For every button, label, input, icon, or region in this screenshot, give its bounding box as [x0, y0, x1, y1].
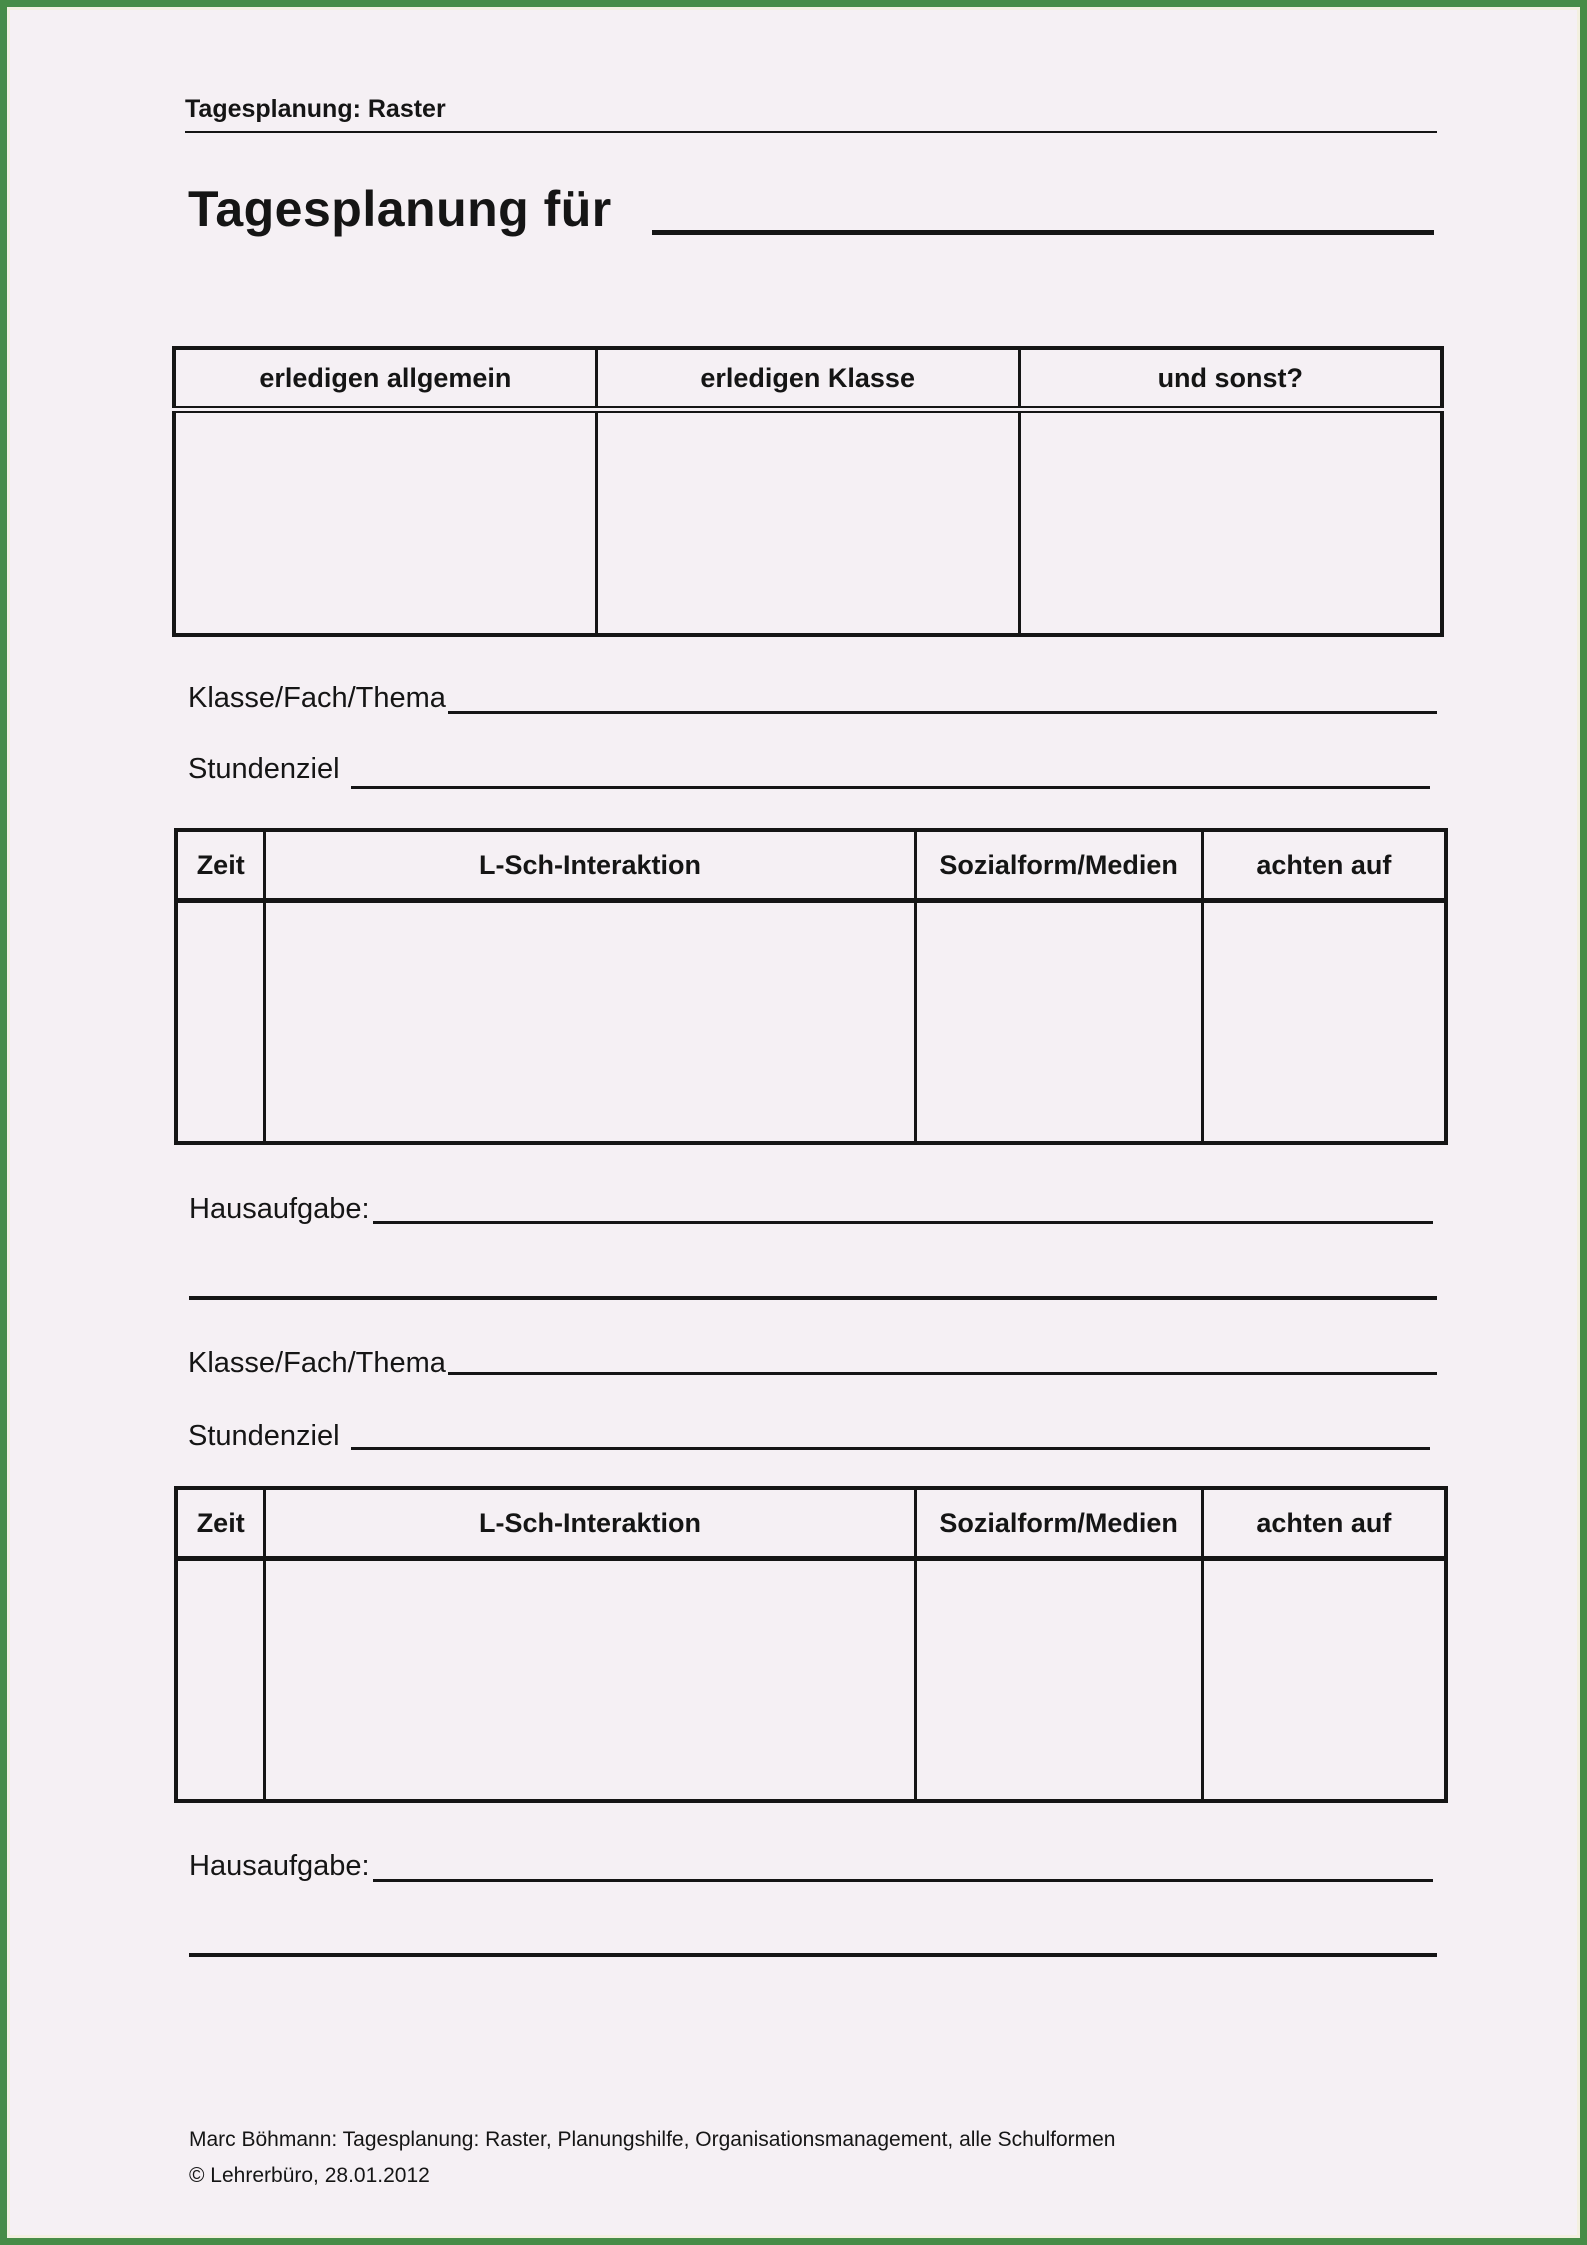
stundenziel-label-2: Stundenziel [188, 1420, 340, 1452]
hausaufgabe-extra-blank-line-2 [189, 1953, 1437, 1957]
title-blank-line [652, 230, 1434, 235]
page-title: Tagesplanung für [188, 181, 612, 237]
todo-table-body-row [174, 410, 1442, 636]
stundenziel-blank-line-1 [351, 786, 1430, 789]
lesson-col-interaktion-1: L-Sch-Interaktion [265, 830, 915, 901]
todo-cell-erledigen-klasse [596, 410, 1019, 636]
todo-table [172, 346, 1444, 637]
hausaufgabe-blank-line-2 [373, 1879, 1433, 1882]
lesson-cell-zeit-1 [176, 901, 265, 1144]
lesson-table-1-header-row [176, 830, 1446, 901]
stundenziel-blank-line-2 [351, 1447, 1430, 1450]
todo-cell-erledigen-allgemein [174, 410, 596, 636]
todo-col-und-sonst: und sonst? [1019, 348, 1442, 410]
klasse-fach-thema-blank-line-2 [448, 1372, 1437, 1375]
lesson-cell-interaktion-1 [265, 901, 915, 1144]
hausaufgabe-blank-line-1 [373, 1221, 1433, 1224]
lesson-cell-sozialform-2 [915, 1559, 1202, 1802]
lesson-cell-achten-auf-1 [1202, 901, 1446, 1144]
lesson-col-zeit-2: Zeit [176, 1488, 265, 1559]
todo-cell-und-sonst [1019, 410, 1442, 636]
klasse-fach-thema-label-1: Klasse/Fach/Thema [188, 682, 446, 714]
stundenziel-label-1: Stundenziel [188, 753, 340, 785]
doc-header-rule [185, 131, 1437, 133]
lesson-cell-achten-auf-2 [1202, 1559, 1446, 1802]
klasse-fach-thema-label-2: Klasse/Fach/Thema [188, 1347, 446, 1379]
lesson-col-sozialform-2: Sozialform/Medien [915, 1488, 1202, 1559]
doc-header-title: Tagesplanung: Raster [185, 95, 446, 123]
lesson-table-2-header-row [176, 1488, 1446, 1559]
footer-copyright: © Lehrerbüro, 28.01.2012 [189, 2164, 430, 2187]
lesson-cell-sozialform-1 [915, 901, 1202, 1144]
klasse-fach-thema-blank-line-1 [448, 711, 1437, 714]
lesson-col-interaktion-2: L-Sch-Interaktion [265, 1488, 915, 1559]
hausaufgabe-label-1: Hausaufgabe: [189, 1193, 370, 1225]
lesson-table-1-body-row [176, 901, 1446, 1144]
lesson-table-2 [174, 1486, 1448, 1803]
lesson-col-achten-auf-1: achten auf [1202, 830, 1446, 901]
todo-col-erledigen-klasse: erledigen Klasse [596, 348, 1019, 410]
lesson-cell-zeit-2 [176, 1559, 265, 1802]
lesson-table-1 [174, 828, 1448, 1145]
hausaufgabe-extra-blank-line-1 [189, 1296, 1437, 1300]
todo-col-erledigen-allgemein: erledigen allgemein [174, 348, 596, 410]
lesson-col-zeit-1: Zeit [176, 830, 265, 901]
lesson-col-sozialform-1: Sozialform/Medien [915, 830, 1202, 901]
hausaufgabe-label-2: Hausaufgabe: [189, 1850, 370, 1882]
footer-credit: Marc Böhmann: Tagesplanung: Raster, Planungshilfe, Organisationsmanagement, alle Schulformen [189, 2128, 1116, 2151]
todo-table-header-row [174, 348, 1442, 410]
lesson-col-achten-auf-2: achten auf [1202, 1488, 1446, 1559]
lesson-cell-interaktion-2 [265, 1559, 915, 1802]
lesson-table-2-body-row [176, 1559, 1446, 1802]
